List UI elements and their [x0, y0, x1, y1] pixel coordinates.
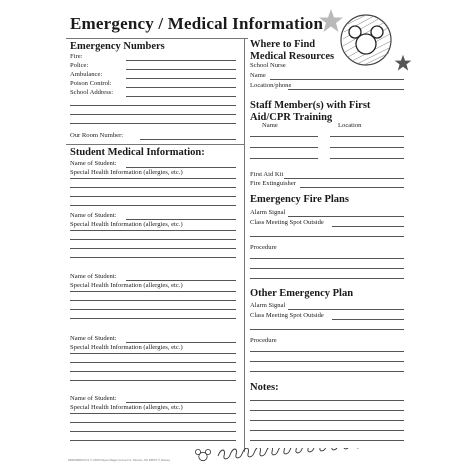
health-info-line[interactable]: [70, 380, 236, 381]
health-info-label: Special Health Information (allergies, etc.): [70, 282, 183, 289]
fire-alarm-label: Alarm Signal: [250, 209, 286, 216]
emergency-numbers-heading: Emergency Numbers: [70, 41, 165, 52]
health-info-line[interactable]: [70, 291, 236, 292]
student-name-label: Name of Student:: [70, 212, 117, 219]
first-aid-kit-line[interactable]: [284, 178, 404, 179]
poison-control-line[interactable]: [126, 87, 236, 88]
health-info-line[interactable]: [70, 353, 236, 354]
health-info-line[interactable]: [70, 309, 236, 310]
school-address-line-2[interactable]: [70, 105, 236, 106]
health-info-line[interactable]: [70, 187, 236, 188]
fire-extinguisher-line[interactable]: [300, 187, 404, 188]
location-phone-label: Location/phone: [250, 82, 292, 89]
police-label: Police:: [70, 62, 89, 69]
health-info-line[interactable]: [70, 431, 236, 432]
notes-heading: Notes:: [250, 382, 279, 393]
school-address-line-3[interactable]: [70, 114, 236, 115]
fire-procedure-line[interactable]: [250, 278, 404, 279]
student-name-line[interactable]: [126, 219, 236, 220]
health-info-label: Special Health Information (allergies, etc.): [70, 221, 183, 228]
staff-location-line[interactable]: [330, 158, 404, 159]
health-info-line[interactable]: [70, 413, 236, 414]
fire-procedure-line[interactable]: [250, 268, 404, 269]
health-info-label: Special Health Information (allergies, etc.): [70, 404, 183, 411]
notes-line[interactable]: [250, 430, 404, 431]
school-address-label: School Address:: [70, 89, 114, 96]
health-info-line[interactable]: [70, 362, 236, 363]
health-info-line[interactable]: [70, 239, 236, 240]
fire-procedure-label: Procedure: [250, 244, 277, 251]
student-name-line[interactable]: [126, 402, 236, 403]
other-alarm-label: Alarm Signal: [250, 302, 286, 309]
other-procedure-line[interactable]: [250, 361, 404, 362]
other-meeting-spot-label: Class Meeting Spot Outside: [250, 312, 324, 319]
staff-heading-line-2: Aid/CPR Training: [250, 112, 333, 123]
star-icon: [394, 54, 412, 72]
student-name-label: Name of Student:: [70, 395, 117, 402]
police-line[interactable]: [126, 69, 236, 70]
student-medical-heading: Student Medical Information:: [70, 147, 205, 158]
other-meeting-spot-line-2[interactable]: [250, 329, 404, 330]
fire-meeting-spot-line[interactable]: [332, 226, 404, 227]
health-info-line[interactable]: [70, 422, 236, 423]
student-name-line[interactable]: [126, 280, 236, 281]
first-aid-kit-label: First Aid Kit: [250, 171, 284, 178]
fire-label: Fire:: [70, 53, 83, 60]
other-alarm-line[interactable]: [288, 309, 404, 310]
resources-heading-line-2: Medical Resources: [250, 51, 335, 62]
ambulance-label: Ambulance:: [70, 71, 103, 78]
loop-border-decoration: [216, 448, 413, 460]
column-divider: [244, 38, 245, 452]
title-underline: [66, 38, 248, 39]
notes-line[interactable]: [250, 440, 404, 441]
other-plan-heading: Other Emergency Plan: [250, 288, 354, 299]
health-info-line[interactable]: [70, 205, 236, 206]
other-procedure-line[interactable]: [250, 351, 404, 352]
health-info-line[interactable]: [70, 248, 236, 249]
fire-plans-heading: Emergency Fire Plans: [250, 194, 349, 205]
staff-location-column-label: Location: [338, 122, 362, 129]
notes-line[interactable]: [250, 400, 404, 401]
emergency-form-page: [66, 8, 413, 464]
fire-procedure-line[interactable]: [250, 258, 404, 259]
student-name-line[interactable]: [126, 342, 236, 343]
health-info-label: Special Health Information (allergies, etc.): [70, 169, 183, 176]
notes-line[interactable]: [250, 410, 404, 411]
health-info-line[interactable]: [70, 196, 236, 197]
health-info-label: Special Health Information (allergies, etc.): [70, 344, 183, 351]
staff-heading-line-1: Staff Member(s) with First: [250, 100, 371, 111]
school-address-line[interactable]: [126, 96, 236, 97]
fire-meeting-spot-label: Class Meeting Spot Outside: [250, 219, 324, 226]
staff-name-column-label: Name: [262, 122, 278, 129]
location-phone-line[interactable]: [288, 89, 404, 90]
fire-extinguisher-label: Fire Extinguisher: [250, 180, 296, 187]
staff-name-line[interactable]: [250, 147, 318, 148]
resources-heading-line-1: Where to Find: [250, 39, 316, 50]
staff-location-line[interactable]: [330, 147, 404, 148]
ambulance-line[interactable]: [126, 78, 236, 79]
fire-meeting-spot-line-2[interactable]: [250, 236, 404, 237]
student-name-label: Name of Student:: [70, 273, 117, 280]
staff-name-line[interactable]: [250, 158, 318, 159]
room-number-line[interactable]: [140, 139, 236, 140]
health-info-line[interactable]: [70, 440, 236, 441]
other-procedure-line[interactable]: [250, 371, 404, 372]
student-name-label: Name of Student:: [70, 160, 117, 167]
school-nurse-label: School Nurse: [250, 62, 286, 69]
nurse-name-label: Name: [250, 72, 266, 79]
other-procedure-label: Procedure: [250, 337, 277, 344]
health-info-line[interactable]: [70, 257, 236, 258]
health-info-line[interactable]: [70, 318, 236, 319]
poison-control-label: Poison Control:: [70, 80, 112, 87]
fire-alarm-line[interactable]: [288, 216, 404, 217]
nurse-name-line[interactable]: [270, 79, 404, 80]
student-name-line[interactable]: [126, 167, 236, 168]
health-info-line[interactable]: [70, 371, 236, 372]
school-address-line-4[interactable]: [70, 123, 236, 124]
staff-location-line[interactable]: [330, 136, 404, 137]
student-name-label: Name of Student:: [70, 335, 117, 342]
staff-name-line[interactable]: [250, 136, 318, 137]
notes-line[interactable]: [250, 420, 404, 421]
mickey-head-icon: [194, 448, 212, 462]
copyright-footer: MWM4589 PC2 © 2015 Paper Magic Group Inc. Moosic, PA 18507 © Disney: [68, 458, 171, 462]
section-divider: [66, 144, 244, 145]
mickey-badge-icon: [338, 12, 394, 68]
other-meeting-spot-line[interactable]: [332, 319, 404, 320]
health-info-line[interactable]: [70, 178, 236, 179]
page-title: Emergency / Medical Information: [70, 14, 324, 33]
health-info-line[interactable]: [70, 300, 236, 301]
health-info-line[interactable]: [70, 230, 236, 231]
room-number-label: Our Room Number:: [70, 132, 124, 139]
fire-line[interactable]: [126, 60, 236, 61]
